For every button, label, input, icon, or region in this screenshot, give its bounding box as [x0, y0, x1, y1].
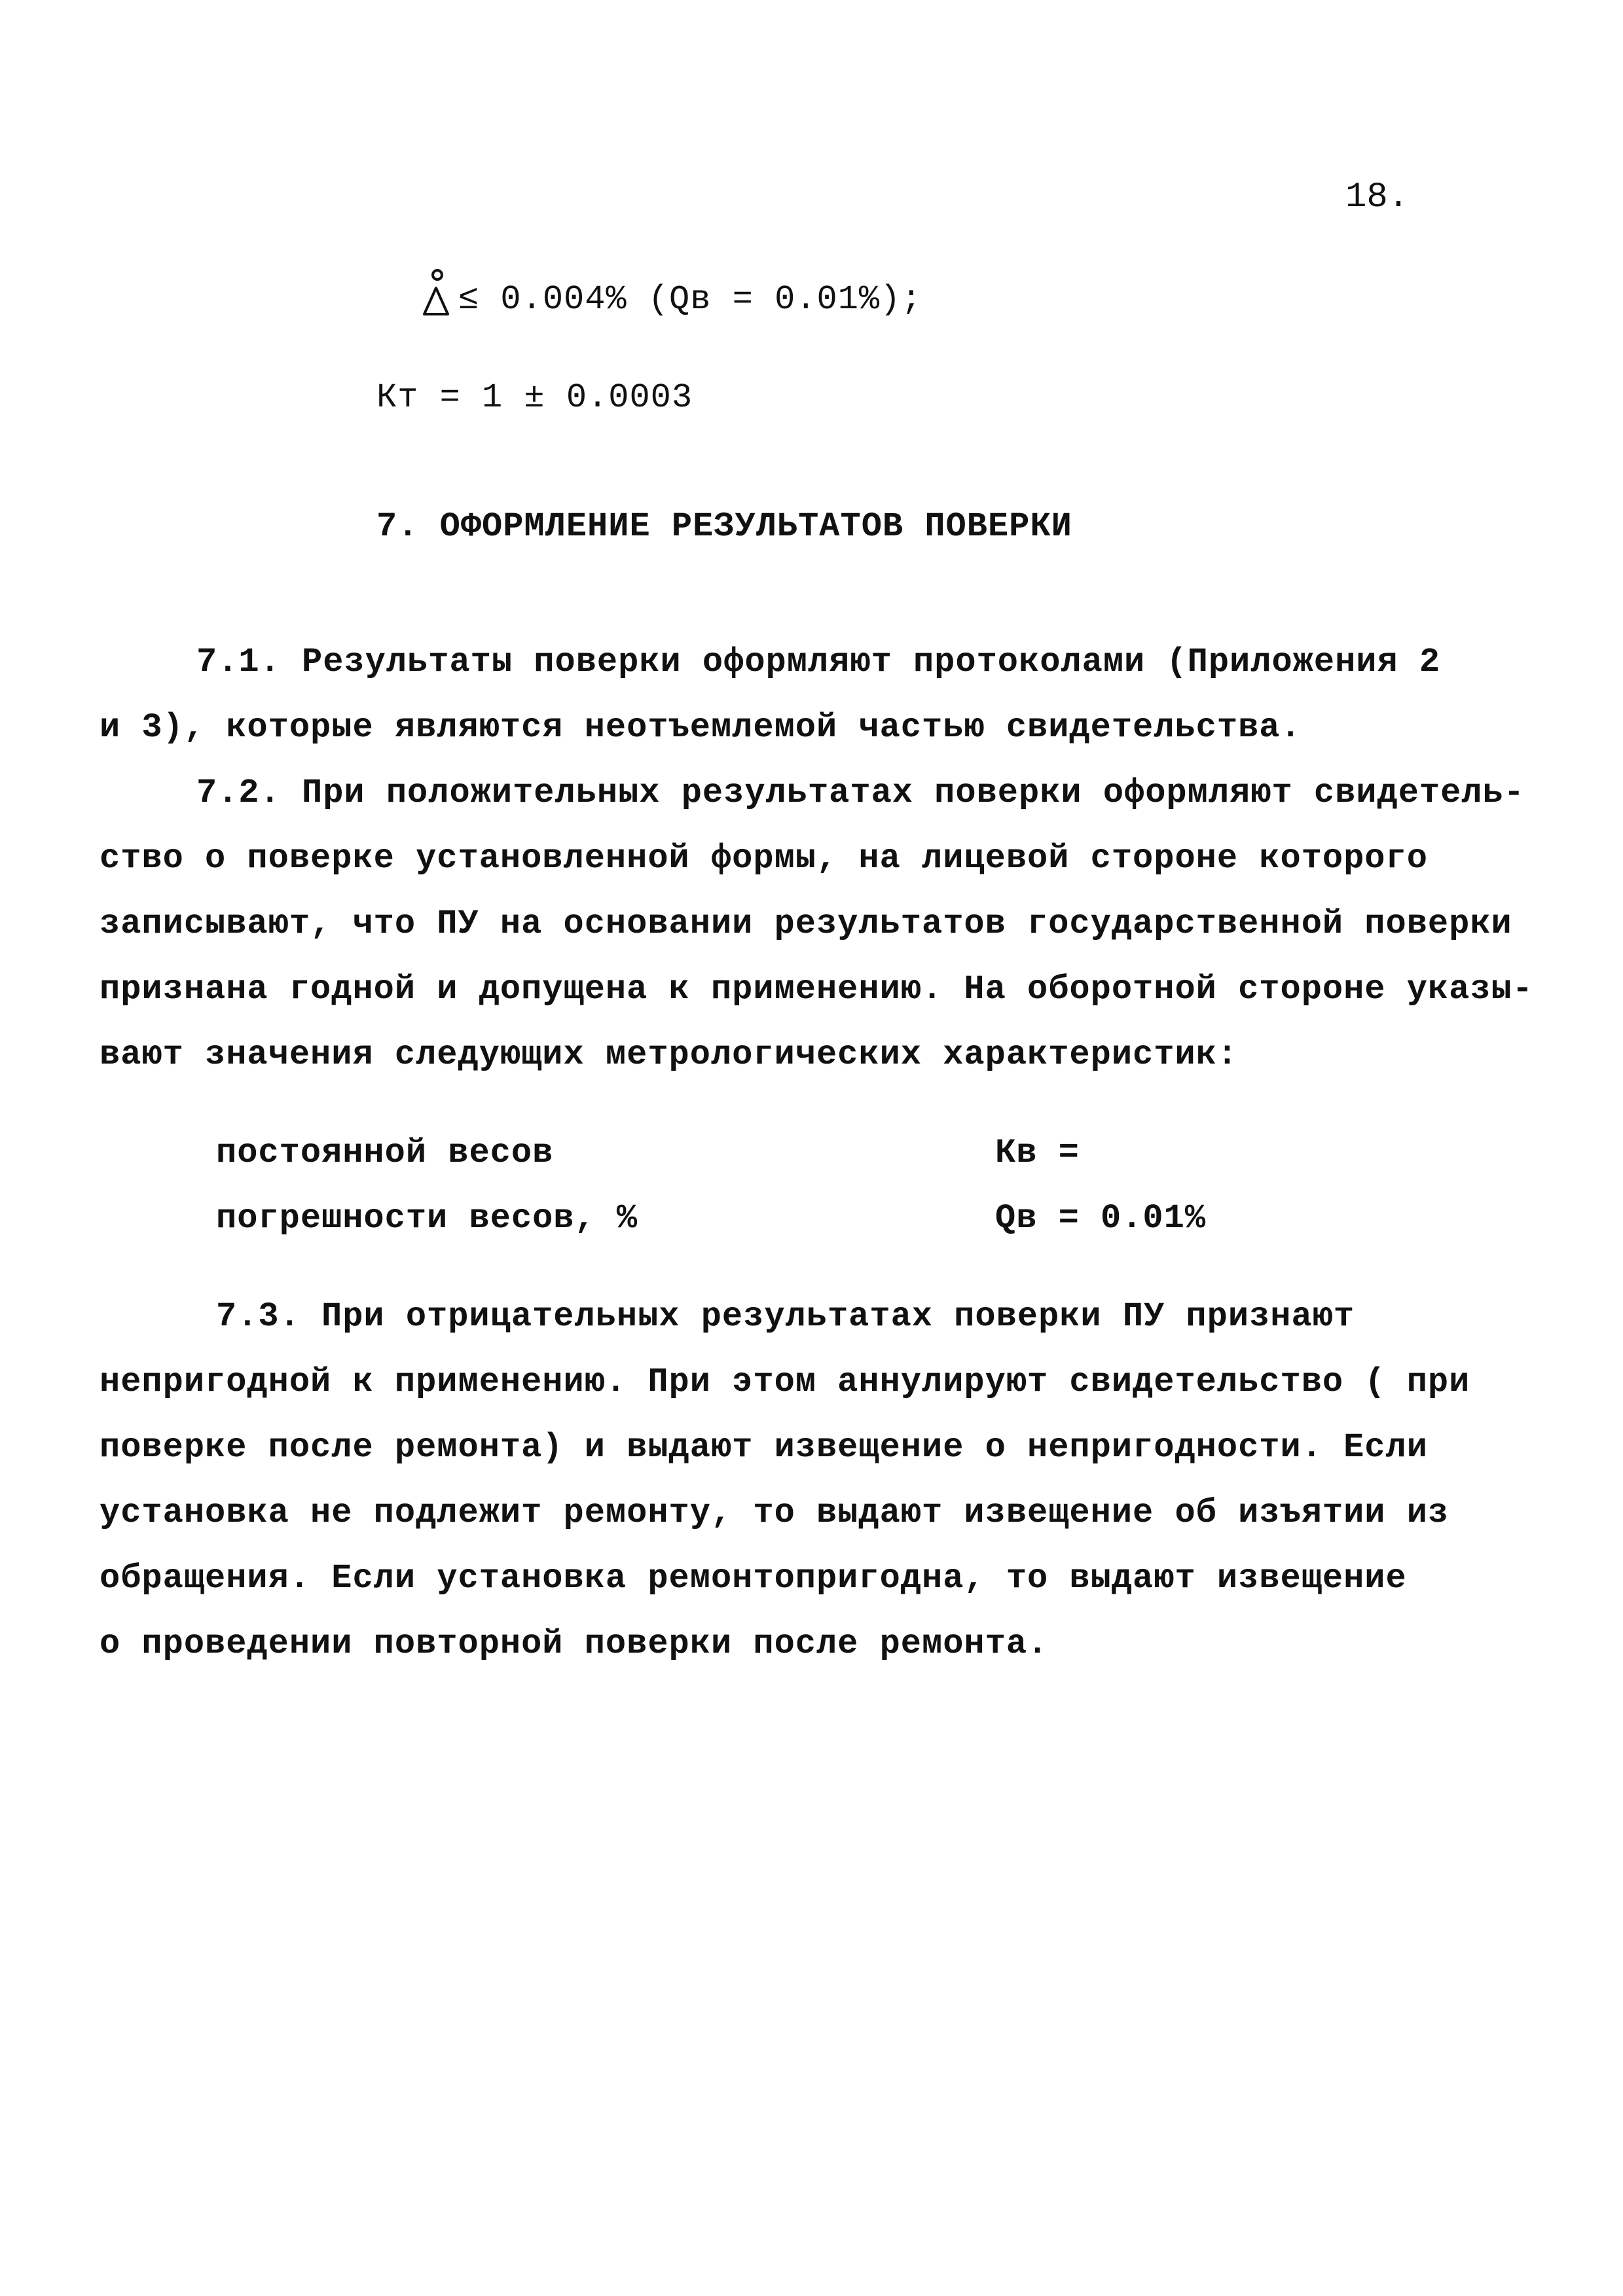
characteristic-label: погрешности весов, %	[216, 1199, 638, 1238]
section-heading: 7. ОФОРМЛЕНИЕ РЕЗУЛЬТАТОВ ПОВЕРКИ	[376, 507, 1072, 546]
paragraph-7-3-line-3: поверке после ремонта) и выдают извещение о непригодности. Если	[100, 1428, 1428, 1467]
formula-delta: ≤ 0.004% (Qв = 0.01%);	[458, 280, 922, 319]
formula-kt: Кт = 1 ± 0.0003	[376, 378, 693, 417]
paragraph-7-2-line-4: признана годной и допущена к применению. На оборотной стороне указы-	[100, 970, 1533, 1009]
paragraph-7-2-line-3: записывают, что ПУ на основании результатов государственной поверки	[100, 905, 1512, 943]
paragraph-7-3-line-6: о проведении повторной поверки после ремонта.	[100, 1624, 1049, 1663]
paragraph-7-1-line-2: и 3), которые являются неотъемлемой частью свидетельства.	[100, 708, 1302, 747]
paragraph-7-3-line-1: 7.3. При отрицательных результатах поверки ПУ признают	[216, 1297, 1355, 1336]
paragraph-7-3-line-5: обращения. Если установка ремонтопригодна, то выдают извещение	[100, 1559, 1407, 1598]
paragraph-7-2-line-2: ство о поверке установленной формы, на лицевой стороне которого	[100, 839, 1428, 878]
delta-with-ring-icon	[418, 268, 457, 321]
paragraph-7-2-line-5: вают значения следующих метрологических характеристик:	[100, 1035, 1239, 1074]
paragraph-7-3-line-2: непригодной к применению. При этом аннулируют свидетельство ( при	[100, 1363, 1470, 1401]
characteristic-value: Qв = 0.01%	[995, 1199, 1207, 1238]
characteristic-label: постоянной весов	[216, 1134, 554, 1172]
paragraph-7-1-line-1: 7.1. Результаты поверки оформляют протоколами (Приложения 2	[196, 643, 1441, 681]
page-number: 18.	[1345, 177, 1410, 217]
paragraph-7-2-line-1: 7.2. При положительных результатах поверки оформляют свидетель-	[196, 774, 1525, 812]
characteristic-value: Кв =	[995, 1134, 1080, 1172]
delta-symbol	[418, 268, 457, 321]
paragraph-7-3-line-4: установка не подлежит ремонту, то выдают извещение об изъятии из	[100, 1494, 1450, 1532]
